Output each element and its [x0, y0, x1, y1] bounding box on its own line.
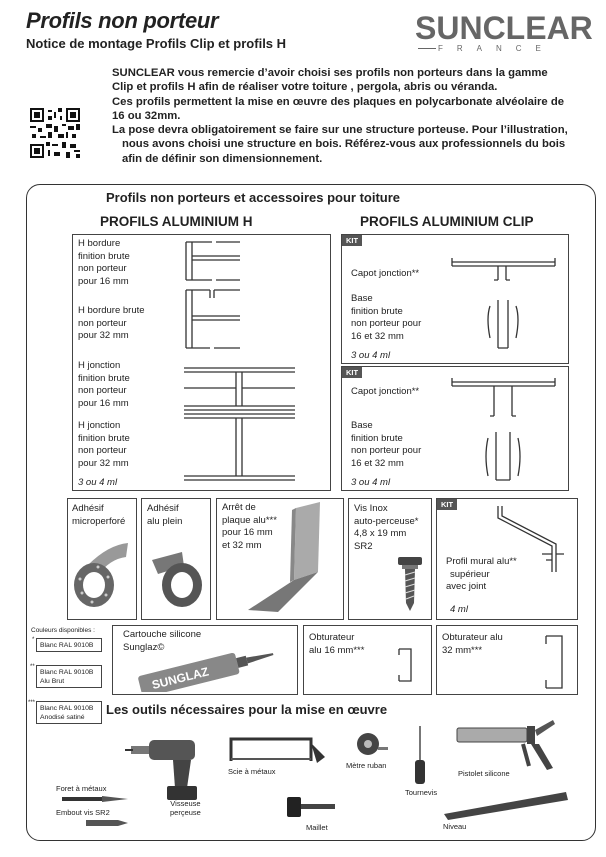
cartouche-text: Cartouche silicone	[123, 629, 202, 640]
visseuse-label	[170, 799, 201, 817]
silicone-cartridge-icon	[130, 640, 280, 692]
kit2-base-text: non porteur pour	[351, 445, 422, 456]
kit1-base	[351, 293, 421, 343]
color-1-text: Blanc RAL 9010B	[40, 642, 94, 649]
obt16-label	[309, 632, 364, 657]
kit2-base-text: Base	[351, 420, 373, 431]
h-item-1	[78, 238, 130, 288]
intro-line: 16 ou 32mm.	[112, 109, 181, 122]
arret-text: et 32 mm	[222, 539, 262, 551]
obt32-text: 32 mm***	[442, 644, 483, 656]
color-3-text: Anodisé satiné	[40, 714, 85, 721]
h-item-text: H jonction	[78, 360, 121, 371]
wall-profile-icon	[490, 502, 575, 582]
kit2-base	[351, 420, 421, 470]
intro-line: La pose devra obligatoirement se faire sur une structure porteuse. Pour l’illustration,	[112, 124, 568, 137]
arret-text: Arrêt de	[222, 502, 256, 513]
mural-length: 4 ml	[450, 604, 468, 615]
tape-measure-icon	[350, 729, 390, 759]
adh2-text: Adhésif	[147, 503, 179, 514]
page-title: Profils non porteur	[26, 8, 219, 33]
kit1-base-text: finition brute	[351, 305, 403, 317]
clip-profiles-title: PROFILS ALUMINIUM CLIP	[360, 214, 534, 229]
qr-code-icon[interactable]	[30, 108, 80, 158]
tournevis-label: Tournevis	[405, 788, 438, 797]
color-2-box	[36, 665, 102, 688]
h-item-text: finition brute	[78, 372, 130, 384]
clip-kit-2-drawing	[450, 376, 560, 486]
caulk-gun-icon	[453, 716, 558, 774]
page-subtitle: Notice de montage Profils Clip et profils H	[26, 36, 287, 51]
mallet-icon	[287, 795, 337, 821]
tools-title: Les outils nécessaires pour la mise en œuvre	[106, 702, 388, 717]
colors-title: Couleurs disponibles :	[31, 627, 95, 634]
kit-badge: KIT	[437, 499, 457, 510]
tape-roll-icon	[68, 535, 136, 615]
obturateur-16-icon	[395, 645, 417, 685]
vis-text: 4,8 x 19 mm	[354, 528, 407, 539]
drill-icon	[125, 726, 215, 806]
color-3-text: Blanc RAL 9010B	[40, 705, 94, 712]
h-item-text: pour 32 mm	[78, 330, 129, 341]
kit2-base-text: 16 et 32 mm	[351, 457, 404, 469]
color-mark-3: ***	[28, 700, 36, 706]
section-title: Profils non porteurs et accessoires pour toiture	[106, 190, 401, 205]
h-item-text: pour 32 mm	[78, 457, 129, 469]
intro-text	[112, 66, 592, 166]
vis-text: Vis Inox	[354, 503, 388, 514]
brand-logo-sub: FRANCE	[438, 44, 555, 53]
arret-text: pour 16 mm	[222, 527, 273, 538]
kit-badge: KIT	[342, 367, 362, 378]
cartouche-text: Sunglaz©	[123, 641, 165, 653]
metre-label: Mètre ruban	[346, 761, 387, 770]
kit1-base-text: 16 et 32 mm	[351, 330, 404, 342]
h-item-text: H bordure	[78, 238, 121, 249]
h-item-text: pour 16 mm	[78, 275, 129, 287]
obt16-text: Obturateur	[309, 632, 355, 643]
alu-tape-roll-icon	[142, 540, 210, 615]
color-1-box	[36, 638, 102, 652]
kit1-base-text: non porteur pour	[351, 318, 422, 329]
kit1-capot: Capot jonction**	[351, 268, 420, 279]
kit2-capot: Capot jonction**	[351, 386, 420, 397]
kit1-base-text: Base	[351, 293, 373, 304]
screw-bit-icon	[86, 818, 130, 828]
maillet-label: Maillet	[306, 823, 328, 832]
mural-text: avec joint	[446, 581, 487, 592]
h-item-text: non porteur	[78, 385, 127, 396]
arret-text: plaque alu***	[222, 514, 277, 526]
visseuse-text: Visseuse	[170, 799, 201, 808]
cartouche-brand: SUNGLAZ	[150, 664, 211, 692]
angle-profile-icon	[218, 500, 342, 618]
visseuse-text: perçeuse	[170, 808, 201, 817]
h-item-text: finition brute	[78, 250, 130, 262]
adh1-text: Adhésif	[72, 503, 104, 514]
mural-text: Profil mural alu**	[446, 556, 517, 567]
adh2-label	[147, 503, 182, 528]
intro-line: SUNCLEAR vous remercie d’avoir choisi ses profils non porteurs dans la gamme	[112, 67, 548, 79]
h-item-text: non porteur	[78, 445, 127, 456]
intro-line: Clip et profils H afin de réaliser votre toiture , pergola, abris ou véranda.	[112, 81, 498, 94]
adh1-text: microperforé	[72, 515, 126, 527]
color-2-text: Alu Brut	[40, 678, 65, 685]
h-profiles-drawing	[180, 238, 300, 483]
kit2-length: 3 ou 4 ml	[351, 477, 391, 488]
logo-line	[418, 48, 436, 49]
h-item-text: pour 16 mm	[78, 397, 129, 409]
screw-icon	[395, 555, 425, 615]
color-3-box	[36, 701, 102, 724]
h-item-text: finition brute	[78, 432, 130, 444]
vis-text: SR2	[354, 540, 373, 552]
foret-label: Foret à métaux	[56, 784, 107, 793]
obt16-text: alu 16 mm***	[309, 644, 365, 656]
color-2-text: Blanc RAL 9010B	[40, 669, 94, 676]
h-item-4	[78, 420, 130, 470]
h-item-2	[78, 305, 145, 343]
hacksaw-icon	[225, 733, 330, 768]
h-profiles-title: PROFILS ALUMINIUM H	[100, 214, 253, 229]
embout-label: Embout vis SR2	[56, 808, 110, 817]
kit1-length: 3 ou 4 ml	[351, 350, 391, 361]
color-mark-1: *	[32, 637, 35, 643]
obt32-text: Obturateur alu	[442, 632, 503, 643]
color-mark-2: **	[30, 664, 35, 670]
scie-label: Scie à métaux	[228, 767, 276, 776]
pistolet-label: Pistolet silicone	[458, 769, 510, 778]
drill-bit-icon	[62, 794, 130, 804]
intro-line: Ces profils permettent la mise en œuvre des plaques en polycarbonate alvéolaire de	[112, 95, 565, 108]
mural-text: supérieur	[450, 568, 490, 580]
h-length: 3 ou 4 ml	[78, 477, 118, 488]
niveau-label: Niveau	[443, 822, 467, 831]
screwdriver-icon	[410, 726, 430, 788]
adh2-text: alu plein	[147, 515, 183, 527]
intro-line: nous avons choisi une structure en bois. Référez-vous aux professionnels du bois	[122, 138, 566, 151]
clip-kit-1-drawing	[450, 248, 560, 358]
h-item-text: non porteur	[78, 317, 127, 329]
brand-logo: SUNCLEAR	[415, 10, 593, 46]
obturateur-32-icon	[540, 632, 570, 692]
h-item-3	[78, 360, 130, 410]
h-item-text: H bordure brute	[78, 305, 145, 316]
h-item-text: non porteur	[78, 263, 127, 274]
vis-text: auto-perceuse*	[354, 515, 419, 527]
h-item-text: H jonction	[78, 420, 121, 431]
level-icon	[440, 788, 570, 822]
kit-badge: KIT	[342, 235, 362, 246]
vis-label	[354, 503, 418, 553]
kit2-base-text: finition brute	[351, 432, 403, 444]
adh1-label	[72, 503, 125, 528]
intro-line: afin de définir son dimensionnement.	[122, 152, 323, 165]
obt32-label	[442, 632, 503, 657]
